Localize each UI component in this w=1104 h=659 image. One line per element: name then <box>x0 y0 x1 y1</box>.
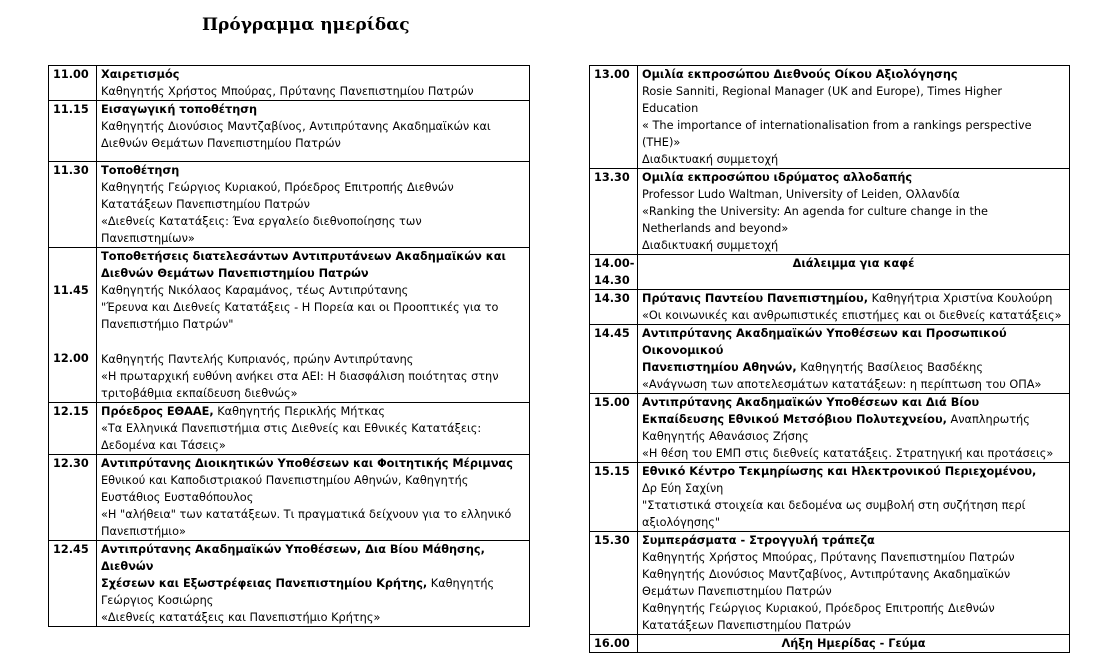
speaker-line: Γεώργιος Κοσιώρης <box>101 594 214 607</box>
time-cell: 12.45 <box>49 541 97 627</box>
table-row <box>49 248 530 403</box>
time-cell: 15.30 <box>590 532 638 635</box>
session-cell <box>97 541 530 627</box>
session-cell <box>638 66 1070 169</box>
talk-title: « The importance of internationalisation from a rankings perspective <box>642 119 1032 132</box>
talk-title: «Τα Ελληνικά Πανεπιστήμια στις Διεθνείς και Εθνικές Κατατάξεις: <box>101 422 482 435</box>
speaker-line: Κατατάξεων Πανεπιστημίου Πατρών <box>101 198 310 211</box>
speaker-line: Καθηγητής Νικόλαος Καραμάνος, τέως Αντιπρύτανης <box>101 284 409 297</box>
participation-note: Διαδικτυακή συμμετοχή <box>642 239 779 252</box>
session-cell <box>97 162 530 248</box>
session-cell <box>97 101 530 162</box>
talk-title: «Ranking the University: An agenda for culture change in the <box>642 205 989 218</box>
session-heading: Σχέσεων και Εξωστρέφειας Πανεπιστημίου Κρήτης, <box>101 577 428 590</box>
table-row <box>49 455 530 541</box>
table-row <box>49 403 530 455</box>
speaker-line: Ευστάθιος Ευσταθόπουλος <box>101 491 254 504</box>
participation-note: Διαδικτυακή συμμετοχή <box>642 153 779 166</box>
speaker-line: Καθηγητής Γεώργιος Κυριακού, Πρόεδρος Επιτροπής Διεθνών <box>642 602 995 615</box>
schedule-table-left <box>48 65 530 627</box>
speaker-line: Καθηγητής Χρήστος Μπούρας, Πρύτανης Πανεπιστημίου Πατρών <box>642 551 1015 564</box>
time-label: 12.00 <box>53 352 89 365</box>
speaker-line: Rosie Sanniti, Regional Manager (UK and Europe), Times Higher <box>642 85 1003 98</box>
speaker-line: Διεθνών Θεμάτων Πανεπιστημίου Πατρών <box>101 137 341 150</box>
talk-title: «Ανάγνωση των αποτελεσμάτων κατατάξεων: η περίπτωση του ΟΠΑ» <box>642 378 1042 391</box>
session-cell <box>638 635 1070 653</box>
session-heading: Πρύτανις Παντείου Πανεπιστημίου, <box>642 292 868 305</box>
page-title: Πρόγραμμα ημερίδας <box>202 15 410 35</box>
session-cell <box>638 255 1070 290</box>
session-heading: Τοποθετήσεις διατελεσάντων Αντιπρυτάνεων Ακαδημαϊκών και <box>101 250 506 263</box>
session-heading: Εκπαίδευσης Εθνικού Μετσόβιου Πολυτεχνείου, <box>642 413 947 426</box>
time-cell: 13.30 <box>590 169 638 255</box>
session-heading: Εισαγωγική τοποθέτηση <box>101 103 258 116</box>
table-row <box>590 290 1070 325</box>
time-cell: 12.15 <box>49 403 97 455</box>
time-cell <box>590 255 638 290</box>
talk-title: "Στατιστικά στοιχεία και δεδομένα ως συμβολή στη συζήτηση περί <box>642 499 1026 512</box>
session-cell <box>638 463 1070 532</box>
time-label: 14.00- <box>594 257 635 270</box>
session-cell <box>638 169 1070 255</box>
session-heading: Ομιλία εκπροσώπου Διεθνούς Οίκου Αξιολόγησης <box>642 68 958 81</box>
speaker-line: Καθηγητής Αθανάσιος Ζήσης <box>642 430 809 443</box>
session-heading: Αντιπρύτανης Ακαδημαϊκών Υποθέσεων και Διά Βίου <box>642 396 980 409</box>
talk-title: "Έρευνα και Διεθνείς Κατατάξεις - Η Πορεία και οι Προοπτικές για το <box>101 301 499 314</box>
time-cell <box>49 248 97 403</box>
speaker-line: Θεμάτων Πανεπιστημίου Πατρών <box>642 585 832 598</box>
table-row <box>49 101 530 162</box>
schedule-table-right <box>589 65 1070 653</box>
session-heading: Πρόεδρος ΕΘΑΑΕ, <box>101 405 214 418</box>
time-cell: 12.30 <box>49 455 97 541</box>
speaker-line: Καθηγητής Χρήστος Μπούρας, Πρύτανης Πανεπιστημίου Πατρών <box>101 85 474 98</box>
speaker-line: Education <box>642 102 699 115</box>
time-cell: 14.30 <box>590 290 638 325</box>
speaker-line: Δρ Εύη Σαχίνη <box>642 482 724 495</box>
talk-title: (THE)» <box>642 136 681 149</box>
session-cell <box>97 403 530 455</box>
closing-label: Λήξη Ημερίδας - Γεύμα <box>781 637 926 650</box>
table-row <box>49 162 530 248</box>
talk-title: Δεδομένα και Τάσεις» <box>101 439 226 452</box>
session-cell <box>638 394 1070 463</box>
table-row <box>49 541 530 627</box>
session-heading: Αντιπρύτανης Ακαδημαϊκών Υποθέσεων, Δια Βίου Μάθησης, Διεθνών <box>101 543 485 573</box>
talk-title: Πανεπιστήμιο Πατρών" <box>101 318 234 331</box>
speaker-line: Καθηγητής Διονύσιος Μαντζαβίνος, Αντιπρύτανης Ακαδημαϊκών <box>642 568 1011 581</box>
table-row <box>590 635 1070 653</box>
speaker-line: Καθηγητής Βασίλειος Βασδέκης <box>796 361 983 374</box>
speaker-line: Καθηγητής Περικλής Μήτκας <box>213 405 385 418</box>
session-heading: Αντιπρύτανης Ακαδημαϊκών Υποθέσεων και Προσωπικού Οικονομικού <box>642 327 1007 357</box>
time-cell: 14.45 <box>590 325 638 394</box>
talk-title: «Διεθνείς κατατάξεις και Πανεπιστήμιο Κρήτης» <box>101 611 381 624</box>
table-row <box>590 169 1070 255</box>
speaker-line: Καθηγητής Γεώργιος Κυριακού, Πρόεδρος Επιτροπής Διεθνών <box>101 181 454 194</box>
speaker-line: Καθηγητής <box>427 577 495 590</box>
session-cell <box>97 455 530 541</box>
speaker-line: Εθνικού και Καποδιστριακού Πανεπιστημίου Αθηνών, Καθηγητής <box>101 474 469 487</box>
session-cell <box>638 532 1070 635</box>
session-heading: Χαιρετισμός <box>101 68 180 81</box>
session-heading: Ομιλία εκπροσώπου ιδρύματος αλλοδαπής <box>642 171 913 184</box>
session-heading: Τοποθέτηση <box>101 164 180 177</box>
session-heading: Εθνικό Κέντρο Τεκμηρίωσης και Ηλεκτρονικού Περιεχομένου, <box>642 465 1037 478</box>
time-cell: 13.00 <box>590 66 638 169</box>
session-cell <box>638 325 1070 394</box>
session-cell <box>638 290 1070 325</box>
talk-title: «Οι κοινωνικές και ανθρωπιστικές επιστήμες και οι διεθνείς κατατάξεις» <box>642 309 1062 322</box>
session-heading: Πανεπιστημίου Αθηνών, <box>642 361 797 374</box>
speaker-line: Καθηγήτρια Χριστίνα Κουλούρη <box>867 292 1053 305</box>
talk-title: «Η πρωταρχική ευθύνη ανήκει στα ΑΕΙ: Η διασφάλιση ποιότητας στην <box>101 370 499 383</box>
talk-title: αξιολόγησης" <box>642 516 721 529</box>
table-row <box>590 325 1070 394</box>
break-label: Διάλειμμα για καφέ <box>792 257 915 270</box>
time-label: 11.45 <box>53 284 89 297</box>
table-row <box>590 394 1070 463</box>
session-cell <box>97 66 530 101</box>
time-cell: 15.15 <box>590 463 638 532</box>
speaker-line: Αναπληρωτής <box>946 413 1030 426</box>
time-cell: 11.30 <box>49 162 97 248</box>
table-row <box>590 255 1070 290</box>
session-heading: Διεθνών Θεμάτων Πανεπιστημίου Πατρών <box>101 267 369 280</box>
time-cell: 11.00 <box>49 66 97 101</box>
speaker-line: Καθηγητής Παντελής Κυπριανός, πρώην Αντιπρύτανης <box>101 353 414 366</box>
talk-title: «Η θέση του ΕΜΠ στις διεθνείς κατατάξεις. Στρατηγική και προτάσεις» <box>642 447 1054 460</box>
time-cell: 11.15 <box>49 101 97 162</box>
talk-title: «Η "αλήθεια" των κατατάξεων. Τι πραγματικά δείχνουν για το ελληνικό <box>101 508 512 521</box>
talk-title: Πανεπιστημίων» <box>101 232 195 245</box>
table-row <box>49 66 530 101</box>
talk-title: τριτοβάθμια εκπαίδευση διεθνώς» <box>101 387 298 400</box>
table-row <box>590 532 1070 635</box>
speaker-line: Professor Ludo Waltman, University of Leiden, Ολλανδία <box>642 188 960 201</box>
speaker-line: Καθηγητής Διονύσιος Μαντζαβίνος, Αντιπρύτανης Ακαδημαϊκών και <box>101 120 491 133</box>
session-heading: Συμπεράσματα - Στρογγυλή τράπεζα <box>642 534 875 547</box>
talk-title: Netherlands and beyond» <box>642 222 789 235</box>
session-heading: Αντιπρύτανης Διοικητικών Υποθέσεων και Φοιτητικής Μέριμνας <box>101 457 513 470</box>
table-row <box>590 66 1070 169</box>
session-cell <box>97 248 530 403</box>
time-cell: 16.00 <box>590 635 638 653</box>
time-label: 14.30 <box>594 274 630 287</box>
speaker-line: Κατατάξεων Πανεπιστημίου Πατρών <box>642 619 851 632</box>
table-row <box>590 463 1070 532</box>
time-cell: 15.00 <box>590 394 638 463</box>
talk-title: Πανεπιστήμιο» <box>101 525 186 538</box>
talk-title: «Διεθνείς Κατατάξεις: Ένα εργαλείο διεθνοποίησης των <box>101 215 422 228</box>
